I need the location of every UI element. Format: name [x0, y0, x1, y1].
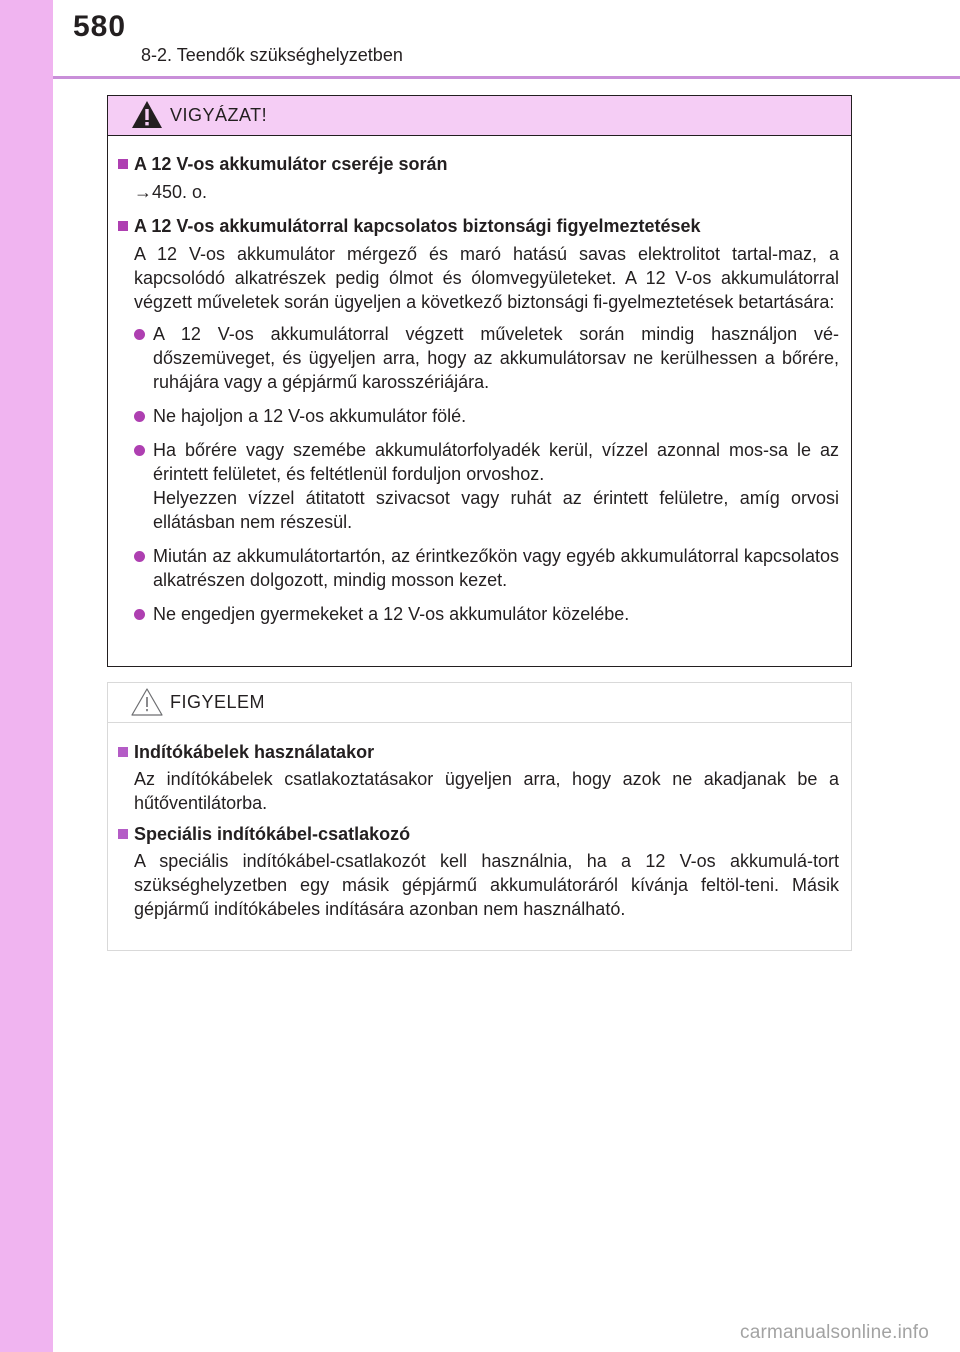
square-bullet-icon — [118, 221, 128, 231]
notice-box-body — [108, 723, 851, 921]
section-text: Az indítókábelek csatlakoztatásakor ügyeljen arra, hogy azok ne akadjanak be a hűtőventilátorba. — [134, 769, 839, 813]
square-bullet-icon — [118, 829, 128, 839]
square-bullet-icon — [118, 747, 128, 757]
section-title: 8-2. Teendők szükséghelyzetben — [141, 45, 403, 65]
section-heading — [118, 822, 839, 846]
page-reference: →450. o. — [134, 182, 208, 202]
list-item — [118, 544, 839, 592]
warning-triangle-filled-icon — [130, 99, 164, 131]
list-item-text: Ne engedjen gyermekeket a 12 V-os akkumulátor közelébe. — [153, 604, 630, 624]
warning-box-title: VIGYÁZAT! — [170, 105, 268, 125]
watermark: carmanualsonline.info — [740, 1322, 930, 1343]
list-item-text — [153, 438, 839, 534]
notice-box-title: FIGYELEM — [170, 692, 266, 712]
section-heading-text: A 12 V-os akkumulátor cseréje során — [134, 154, 448, 174]
page-header — [53, 0, 960, 80]
list-item-text-part: Ha bőrére vagy szemébe akkumulátorfolyadék kerül, vízzel azonnal mos-sa le az érintett felületet, és feltétlenül forduljon orvoshoz. — [153, 440, 839, 484]
section-heading — [118, 152, 839, 176]
section-heading — [118, 214, 839, 238]
list-item-text-part: Helyezzen vízzel átitatott szivacsot vagy ruhát az érintett felületre, amíg orvosi ellátásban nem részesül. — [153, 488, 839, 532]
warning-box — [107, 95, 852, 667]
round-bullet-icon — [134, 329, 145, 340]
list-item — [118, 438, 839, 534]
section-heading-text: Speciális indítókábel-csatlakozó — [134, 824, 411, 844]
warning-triangle-outline-icon — [130, 686, 164, 718]
list-item-text: Miután az akkumulátortartón, az érintkezőkön vagy egyéb akkumulátorral kapcsolatos alkatrészen dolgozott, mindig mosson kezet. — [153, 546, 839, 590]
header-divider — [53, 76, 960, 79]
list-item — [118, 602, 839, 626]
section-heading-text: A 12 V-os akkumulátorral kapcsolatos biztonsági figyelmeztetések — [134, 216, 701, 236]
square-bullet-icon — [118, 159, 128, 169]
round-bullet-icon — [134, 609, 145, 620]
section-intro: A 12 V-os akkumulátor mérgező és maró hatású savas elektrolitot tartal-maz, a kapcsolódó alkatrészek pedig ólmot és ólomvegyületeket. A 12 V-os akkumulátorral végzett műveletek során ügyeljen a következő biztonsági fi-gyelmeztetések betartására: — [134, 244, 839, 312]
round-bullet-icon — [134, 445, 145, 456]
notice-box — [107, 682, 852, 951]
side-tab-strip — [0, 0, 53, 1352]
page-number: 580 — [73, 10, 127, 43]
list-item — [118, 404, 839, 428]
warning-box-body — [108, 136, 851, 626]
round-bullet-icon — [134, 411, 145, 422]
section-heading — [118, 740, 839, 764]
warning-box-header — [108, 96, 851, 136]
list-item-text: A 12 V-os akkumulátorral végzett műveletek során mindig használjon vé-dőszemüveget, és ügyeljen arra, hogy az akkumulátorsav ne kerülhessen a bőrére, ruhájára vagy a gépjármű karosszériájára. — [153, 324, 839, 392]
round-bullet-icon — [134, 551, 145, 562]
list-item-text: Ne hajoljon a 12 V-os akkumulátor fölé. — [153, 406, 467, 426]
section-text: A speciális indítókábel-csatlakozót kell használnia, ha a 12 V-os akkumulá-tort szükséghelyzetben egy másik gépjármű akkumulátoráról kívánja feltöl-teni. Másik gépjármű indítókábeles indítására azonban nem használható. — [134, 851, 839, 919]
notice-box-header — [108, 683, 851, 723]
list-item — [118, 322, 839, 394]
section-heading-text: Indítókábelek használatakor — [134, 742, 375, 762]
